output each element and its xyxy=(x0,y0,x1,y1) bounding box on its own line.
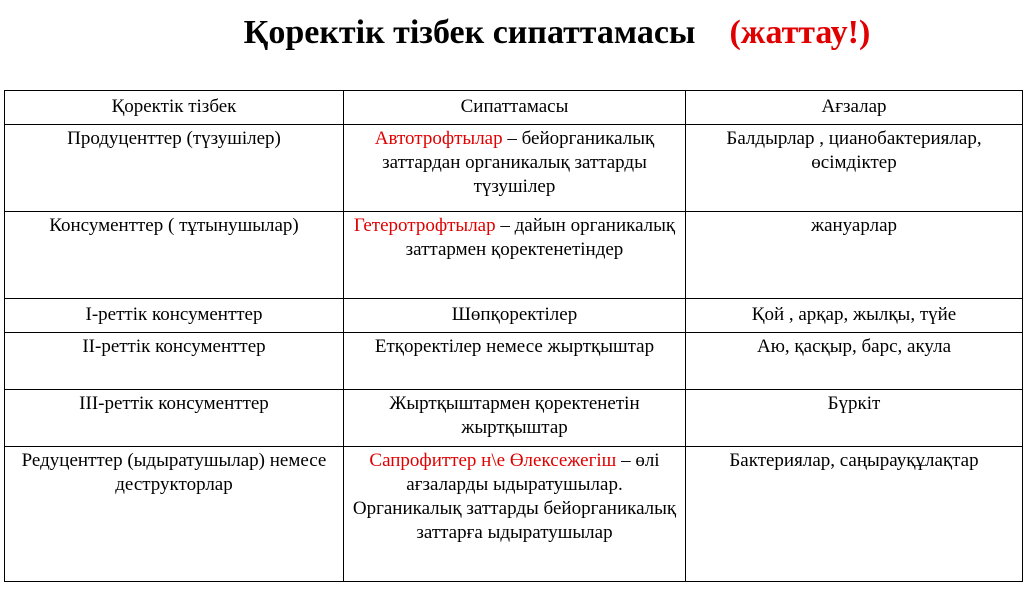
food-chain-table xyxy=(4,90,1023,582)
header-organisms: Ағзалар xyxy=(686,91,1023,125)
cell-term: Сапрофиттер н\е Өлексежегіш xyxy=(369,450,617,471)
cell-organisms: жануарлар xyxy=(686,212,1023,299)
cell-desc-text: – дайын органикалық заттармен қоректенетіндер xyxy=(405,215,676,260)
cell-desc-text: – бейорганикалық заттардан органикалық заттарды түзушілер xyxy=(382,128,655,197)
cell-organisms: Аю, қасқыр, барс, акула xyxy=(686,333,1023,390)
cell-chain: ІІІ-реттік консументтер xyxy=(5,390,344,447)
cell-organisms: Бүркіт xyxy=(686,390,1023,447)
cell-chain: Редуценттер (ыдыратушылар) немесе деструкторлар xyxy=(5,447,344,582)
header-description: Сипаттамасы xyxy=(344,91,686,125)
header-chain: Қоректік тізбек xyxy=(5,91,344,125)
table-row xyxy=(5,333,1023,390)
table-row xyxy=(5,299,1023,333)
cell-chain: І-реттік консументтер xyxy=(5,299,344,333)
cell-chain: Консументтер ( тұтынушылар) xyxy=(5,212,344,299)
cell-description xyxy=(344,125,686,212)
cell-organisms: Қой , арқар, жылқы, түйе xyxy=(686,299,1023,333)
cell-desc-text: – өлі ағзаларды ыдыратушылар. Органикалық заттарды бейорганикалық заттарға ыдыратушылар xyxy=(352,450,677,543)
cell-term: Гетеротрофтылар xyxy=(353,215,496,236)
page-title-note: (жаттау!) xyxy=(729,14,871,51)
cell-description: Етқоректілер немесе жыртқыштар xyxy=(344,333,686,390)
cell-organisms: Бактериялар, саңырауқұлақтар xyxy=(686,447,1023,582)
cell-chain: ІІ-реттік консументтер xyxy=(5,333,344,390)
cell-description: Шөпқоректілер xyxy=(344,299,686,333)
cell-organisms: Балдырлар , цианобактериялар, өсімдіктер xyxy=(686,125,1023,212)
page-title xyxy=(0,14,1024,52)
cell-description xyxy=(344,212,686,299)
table-row xyxy=(5,390,1023,447)
table-row xyxy=(5,447,1023,582)
cell-description xyxy=(344,447,686,582)
table-row xyxy=(5,125,1023,212)
cell-description: Жыртқыштармен қоректенетін жыртқыштар xyxy=(344,390,686,447)
table-row xyxy=(5,212,1023,299)
table-header-row xyxy=(5,91,1023,125)
cell-chain: Продуценттер (түзушілер) xyxy=(5,125,344,212)
cell-term: Автотрофтылар xyxy=(374,128,503,149)
page-title-main: Қоректік тізбек сипаттамасы xyxy=(243,14,696,51)
